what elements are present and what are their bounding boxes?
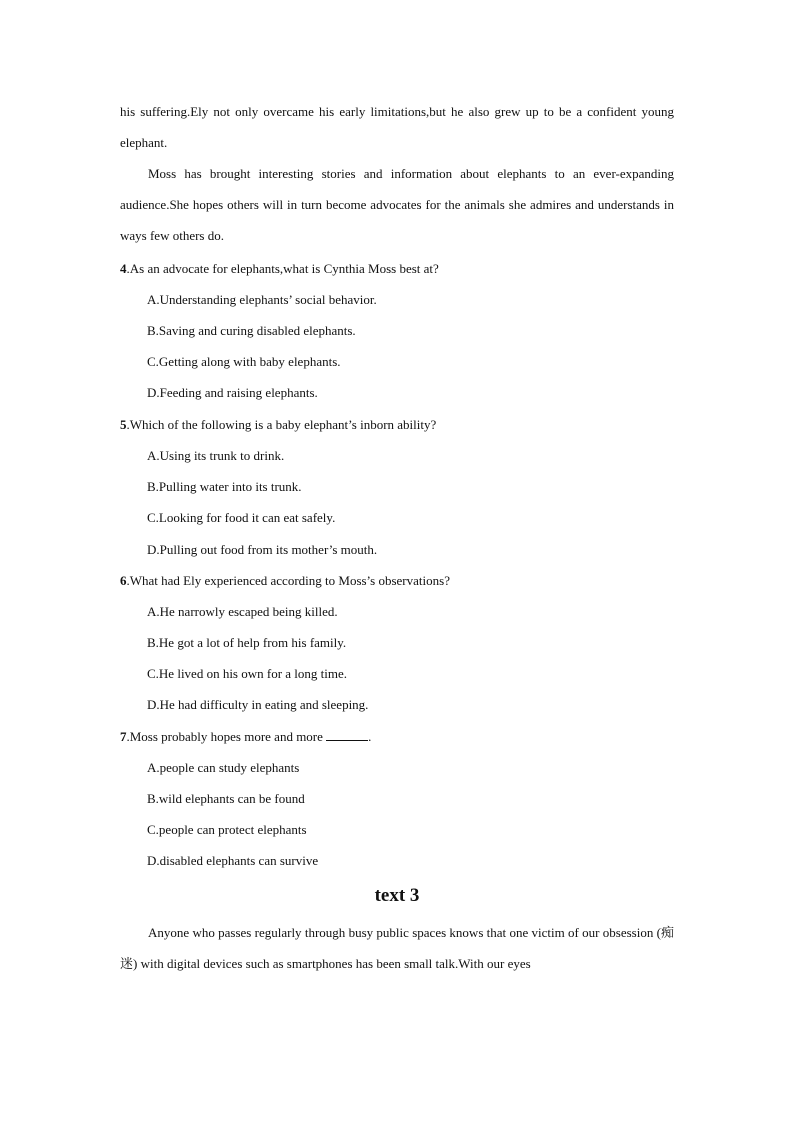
- option-b: B.He got a lot of help from his family.: [147, 635, 347, 650]
- option-c: C.He lived on his own for a long time.: [147, 666, 348, 681]
- option-d: D.Feeding and raising elephants.: [147, 385, 318, 400]
- question-6: [120, 573, 674, 589]
- question-text: .As an advocate for elephants,what is Cynthia Moss best at?: [126, 261, 439, 276]
- question-text: .Moss probably hopes more and more: [126, 729, 323, 744]
- question-7: [120, 729, 674, 745]
- option-a: A.Understanding elephants’ social behavior.: [147, 292, 377, 307]
- option-c: C.Looking for food it can eat safely.: [147, 510, 336, 525]
- option-b: B.Saving and curing disabled elephants.: [147, 323, 356, 338]
- option-b: B.Pulling water into its trunk.: [147, 479, 302, 494]
- option-d: D.disabled elephants can survive: [147, 853, 319, 868]
- option-b: B.wild elephants can be found: [147, 791, 305, 806]
- option-a: A.people can study elephants: [147, 760, 300, 775]
- passage-paragraph: Anyone who passes regularly through busy public spaces knows that one victim of our obsession (痴迷) with digital devices such as smartphones has been small talk.With our eyes: [120, 925, 674, 971]
- question-number: 6: [120, 573, 127, 588]
- option-c: C.people can protect elephants: [147, 822, 307, 837]
- question-5: [120, 417, 674, 433]
- option-c: C.Getting along with baby elephants.: [147, 354, 341, 369]
- passage-paragraph: Moss has brought interesting stories and information about elephants to an ever-expanding audience.She hopes others will in turn become advocates for the animals she admires and understands in ways few others do.: [120, 166, 674, 243]
- option-d: D.Pulling out food from its mother’s mouth.: [147, 542, 378, 557]
- option-a: A.He narrowly escaped being killed.: [147, 604, 338, 619]
- question-number: 7: [120, 729, 127, 744]
- question-text: .Which of the following is a baby elephant’s inborn ability?: [126, 417, 437, 432]
- passage-paragraph: his suffering.Ely not only overcame his early limitations,but he also grew up to be a confident young elephant.: [120, 104, 674, 150]
- question-number: 5: [120, 417, 127, 432]
- option-d: D.He had difficulty in eating and sleeping.: [147, 697, 369, 712]
- question-text-end: .: [368, 729, 372, 744]
- answer-blank: [326, 729, 368, 741]
- question-text: .What had Ely experienced according to Moss’s observations?: [126, 573, 450, 588]
- question-4: [120, 261, 674, 277]
- question-number: 4: [120, 261, 127, 276]
- section-heading: text 3: [374, 885, 420, 906]
- option-a: A.Using its trunk to drink.: [147, 448, 285, 463]
